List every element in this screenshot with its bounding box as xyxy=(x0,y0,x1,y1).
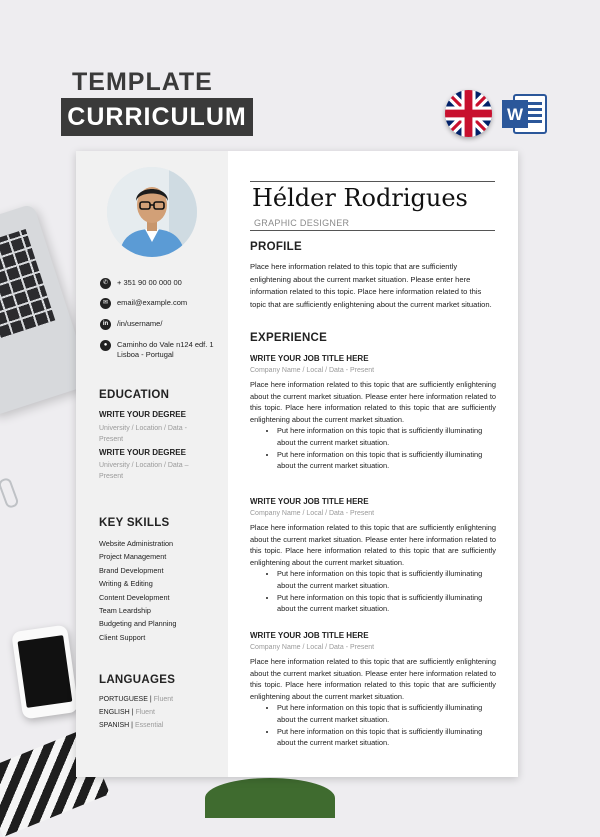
profile-photo xyxy=(107,167,197,257)
job-bullet: • Put here information on this topic that is sufficiently illuminating about the current market situation. xyxy=(277,568,496,591)
skill-item: Client Support xyxy=(99,632,146,642)
language-item: SPANISH | Essential xyxy=(99,722,164,729)
contact-phone: ✆ + 351 90 00 000 00 xyxy=(100,278,237,289)
location-pin-icon: ● xyxy=(100,340,111,351)
job-bullet: • Put here information on this topic that is sufficiently illuminating about the current market situation. xyxy=(277,726,496,749)
contact-address xyxy=(100,340,237,359)
skills-heading: KEY SKILLS xyxy=(99,517,170,529)
education-details: University / Location / Data - Present xyxy=(99,425,187,443)
job-bullets xyxy=(250,702,496,748)
experience-entry xyxy=(250,354,496,472)
skill-item: Writing & Editing xyxy=(99,579,153,589)
skill-item: Budgeting and Planning xyxy=(99,619,177,629)
language-item: PORTUGUESE | Fluent xyxy=(99,696,174,703)
job-bullet: • Put here information on this topic that is sufficiently illuminating about the current market situation. xyxy=(277,449,496,472)
job-bullet: • Put here information on this topic that is sufficiently illuminating about the current market situation. xyxy=(277,702,496,725)
contact-email: ✉ email@example.com xyxy=(100,298,237,309)
banner-template-label: TEMPLATE xyxy=(72,68,213,96)
education-heading: EDUCATION xyxy=(99,389,170,401)
job-description: Place here information related to this topic that are sufficiently enlightening about the current market situation. Please enter here information related to this topic. Place here information related to this topic that are sufficiently enlightening about the current market situation. xyxy=(250,523,496,567)
name-bottom-rule xyxy=(250,230,495,231)
svg-text:W: W xyxy=(506,105,524,124)
language-item: ENGLISH | Fluent xyxy=(99,709,155,716)
education-degree: WRITE YOUR DEGREE xyxy=(99,448,186,457)
job-meta: Company Name / Local / Data - Present xyxy=(250,367,375,374)
plant-decoration xyxy=(205,778,335,818)
languages-heading: LANGUAGES xyxy=(99,674,176,686)
education-degree: WRITE YOUR DEGREE xyxy=(99,410,186,419)
skill-item: Project Management xyxy=(99,552,167,562)
skills-list xyxy=(99,537,177,644)
resume-sidebar xyxy=(76,151,228,777)
job-bullets xyxy=(250,568,496,614)
job-meta: Company Name / Local / Data - Present xyxy=(250,644,375,651)
experience-entry xyxy=(250,631,496,749)
skill-item: Website Administration xyxy=(99,539,174,548)
email-icon: ✉ xyxy=(100,298,111,309)
skill-item: Content Development xyxy=(99,592,170,602)
candidate-title: GRAPHIC DESIGNER xyxy=(254,218,350,228)
job-description: Place here information related to this topic that are sufficiently enlightening about the current market situation. Please enter here information related to this topic. Place here information related to this topic that are sufficiently enlightening about the current market situation. xyxy=(250,380,496,424)
job-description: Place here information related to this topic that are sufficiently enlightening about the current market situation. Please enter here information related to this topic. Place here information related to this topic that are sufficiently enlightening about the current market situation. xyxy=(250,657,496,701)
job-title: WRITE YOUR JOB TITLE HERE xyxy=(250,497,369,506)
linkedin-icon: in xyxy=(100,319,111,330)
job-title: WRITE YOUR JOB TITLE HERE xyxy=(250,354,369,363)
word-icon xyxy=(500,92,548,136)
job-bullet: • Put here information on this topic that is sufficiently illuminating about the current market situation. xyxy=(277,592,496,615)
candidate-name: Hélder Rodrigues xyxy=(252,184,468,212)
experience-heading: EXPERIENCE xyxy=(250,332,328,344)
name-top-rule xyxy=(250,181,495,182)
resume-page xyxy=(76,151,518,777)
job-meta: Company Name / Local / Data - Present xyxy=(250,510,375,517)
education-details: University / Location / Data – Present xyxy=(99,462,189,480)
banner-curriculum-label: CURRICULUM xyxy=(61,98,253,136)
address-line-1: Caminho do Vale n124 edf. 1 xyxy=(117,340,214,349)
contact-linkedin: in /in/username/ xyxy=(100,319,237,330)
job-bullet: • Put here information on this topic that is sufficiently illuminating about the current market situation. xyxy=(277,425,496,448)
paperclip-decoration xyxy=(0,477,20,510)
experience-entry xyxy=(250,497,496,615)
phone-decoration xyxy=(11,625,79,720)
skill-item: Brand Development xyxy=(99,565,164,575)
profile-text: Place here information related to this topic that are sufficiently enlightening about the current market situation. Please enter here information related to this topic. Place here information related to this topic that are sufficiently enlightening about the current market situation. xyxy=(250,262,492,309)
profile-heading: PROFILE xyxy=(250,241,302,253)
skill-item: Team Leardship xyxy=(99,605,151,615)
address-line-2: Lisboa - Portugal xyxy=(117,349,174,359)
job-bullets xyxy=(250,425,496,471)
uk-flag-icon xyxy=(445,90,492,137)
job-title: WRITE YOUR JOB TITLE HERE xyxy=(250,631,369,640)
phone-icon: ✆ xyxy=(100,278,111,289)
